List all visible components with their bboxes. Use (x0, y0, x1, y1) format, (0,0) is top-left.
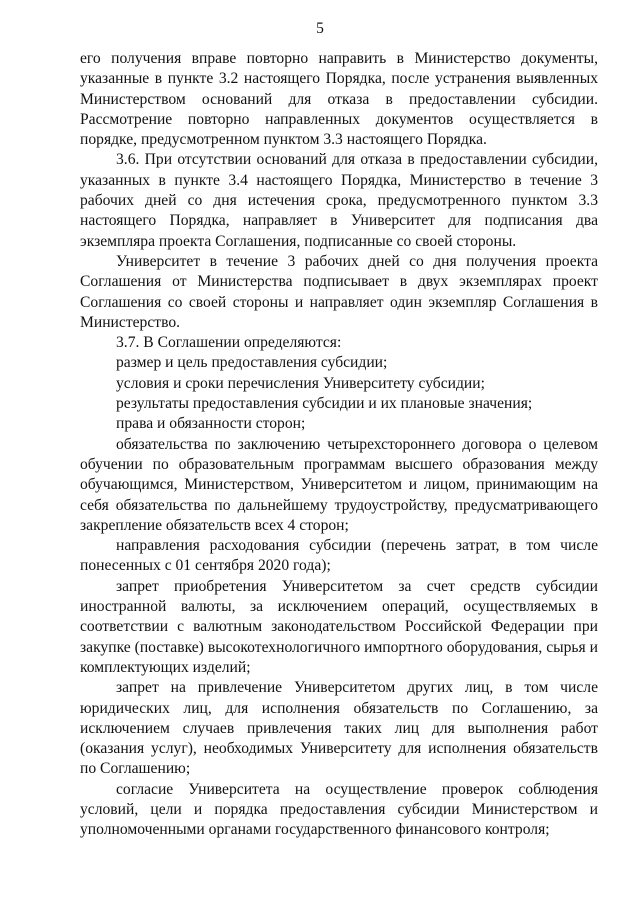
document-body (80, 49, 598, 841)
list-item-results: результаты предоставления субсидии и их плановые значения; (116, 395, 533, 413)
list-item-currency-ban: запрет приобретения Университетом за счет средств субсидии иностранной валюты, за исключением операций, осуществляемых в соответствии с валютным законодательством Российской Федерации при закупке (поставке) высокотехнологичного импортного оборудования, сырья и комплектующих изделий; (80, 577, 598, 676)
list-item-rights: права и обязанности сторон; (116, 415, 306, 433)
paragraph-3-7: 3.7. В Соглашении определяются: (116, 334, 342, 352)
paragraph-university-signing: Университет в течение 3 рабочих дней со дня получения проекта Соглашения от Министерства подписывает в двух экземплярах проект Соглашения со своей стороны и направляет один экземпляр Соглашения в Министерство. (80, 252, 598, 331)
list-item-expense-directions: направления расходования субсидии (перечень затрат, в том числе понесенных с 01 сентября 2020 года); (80, 537, 598, 575)
paragraph-3-6: 3.6. При отсутствии оснований для отказа в предоставлении субсидии, указанных в пункте 3.4 настоящего Порядка, Министерство в течение 3 рабочих дней со дня истечения срока, предусмотренного пунктом 3.3 настоящего Порядка, направляет в Университет для подписания два экземпляра проекта Соглашения, подписанные со своей стороны. (80, 151, 598, 250)
list-item-audit-consent: согласие Университета на осуществление проверок соблюдения условий, цели и порядка предоставления субсидии Министерством и уполномоченными органами государственного финансового контроля; (80, 780, 598, 839)
list-item-subsidy-size: размер и цель предоставления субсидии; (116, 354, 388, 372)
list-item-target-training: обязательства по заключению четырехстороннего договора о целевом обучении по образовательным программам высшего образования между обучающимся, Министерством, Университетом и лицом, принимающим на себя обязательства по дальнейшему трудоустройству, предусматривающего закрепление обязательств всех 4 сторон; (80, 435, 598, 534)
list-item-third-party-ban: запрет на привлечение Университетом других лиц, в том числе юридических лиц, для исполнения обязательств по Соглашению, за исключением случаев привлечения таких лиц для выполнения работ (оказания услуг), необходимых Университету для исполнения обязательств по Соглашению; (80, 679, 598, 778)
paragraph-continuation: его получения вправе повторно направить в Министерство документы, указанные в пункте 3.2 настоящего Порядка, после устранения выявленных Министерством оснований для отказа в предоставлении субсидии. Рассмотрение повторно направленных документов осуществляется в порядке, предусмотренном пунктом 3.3 настоящего Порядка. (80, 50, 598, 149)
page-number: 5 (316, 20, 324, 37)
list-item-transfer-terms: условия и сроки перечисления Университету субсидии; (116, 374, 485, 392)
